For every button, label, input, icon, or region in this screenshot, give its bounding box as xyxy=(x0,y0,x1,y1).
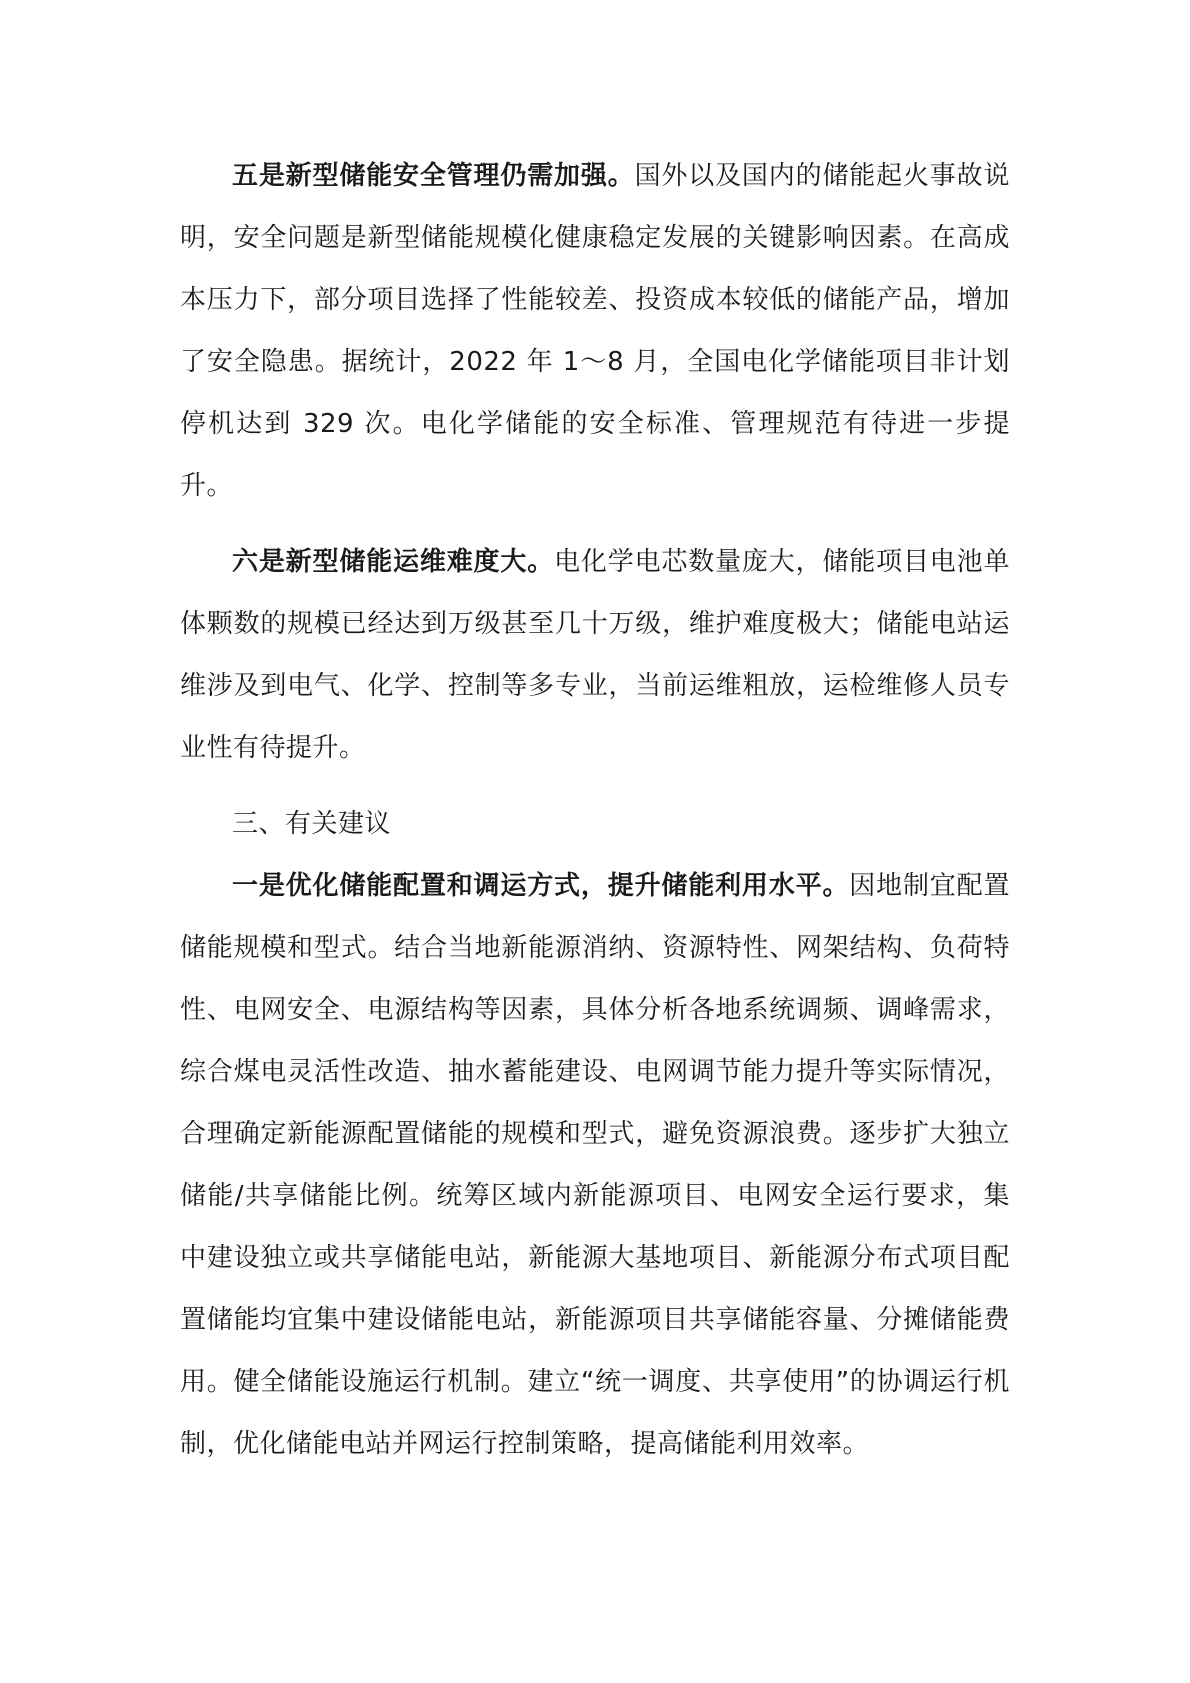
paragraph-operations xyxy=(180,531,1010,779)
section-heading: 三、有关建议 xyxy=(232,809,392,839)
paragraph-safety-body: 国外以及国内的储能起火事故说明，安全问题是新型储能规模化健康稳定发展的关键影响因素。在高成本压力下，部分项目选择了性能较差、投资成本较低的储能产品，增加了安全隐患。据统计，2022 年 1～8 月，全国电化学储能项目非计划停机达到 329 次。电化学储能的安全标准、管理规范有待进一步提升。 xyxy=(180,161,1010,501)
document-page xyxy=(180,145,1010,1475)
paragraph-recommendation xyxy=(180,855,1010,1475)
paragraph-safety-lead: 五是新型储能安全管理仍需加强。 xyxy=(232,161,635,191)
paragraph-recommendation-lead: 一是优化储能配置和调运方式，提升储能利用水平。 xyxy=(232,871,850,901)
paragraph-safety xyxy=(180,145,1010,517)
paragraph-operations-lead: 六是新型储能运维难度大。 xyxy=(232,547,555,577)
paragraph-operations-body: 电化学电芯数量庞大，储能项目电池单体颗数的规模已经达到万级甚至几十万级，维护难度极大；储能电站运维涉及到电气、化学、控制等多专业，当前运维粗放，运检维修人员专业性有待提升。 xyxy=(180,547,1010,763)
paragraph-recommendation-body: 因地制宜配置储能规模和型式。结合当地新能源消纳、资源特性、网架结构、负荷特性、电网安全、电源结构等因素，具体分析各地系统调频、调峰需求，综合煤电灵活性改造、抽水蓄能建设、电网调节能力提升等实际情况，合理确定新能源配置储能的规模和型式，避免资源浪费。逐步扩大独立储能/共享储能比例。统筹区域内新能源项目、电网安全运行要求，集中建设独立或共享储能电站，新能源大基地项目、新能源分布式项目配置储能均宜集中建设储能电站，新能源项目共享储能容量、分摊储能费用。健全储能设施运行机制。建立“统一调度、共享使用”的协调运行机制，优化储能电站并网运行控制策略，提高储能利用效率。 xyxy=(180,871,1010,1459)
